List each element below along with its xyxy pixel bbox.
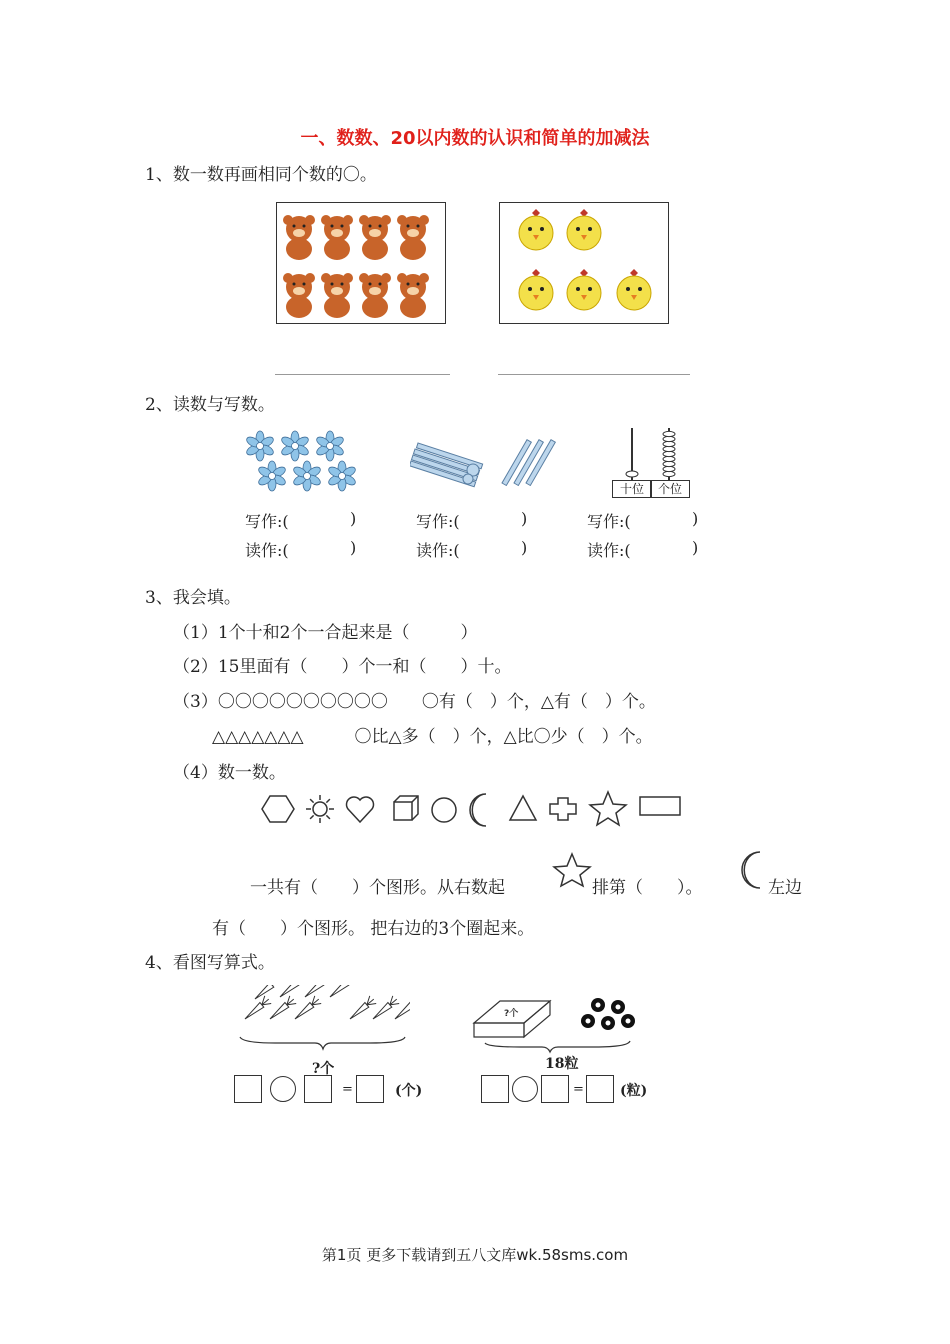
carrot-icon (347, 995, 377, 1023)
operator-circle-1[interactable] (270, 1076, 296, 1102)
heart-icon (347, 797, 374, 822)
q3-sub-2: （2）15里面有（ ）个一和（ ）十。 (173, 657, 512, 677)
answer-box-5[interactable] (541, 1075, 569, 1103)
carrot-icon (302, 985, 332, 1001)
bear-icon (359, 215, 391, 260)
write-2-close: ) (521, 509, 528, 528)
bead-icon (581, 1014, 595, 1028)
bears-box (276, 202, 446, 324)
answer-box-1[interactable] (234, 1075, 262, 1103)
hexagon-icon (262, 796, 294, 822)
q3-sub-1: （1）1个十和2个一合起来是（ ） (173, 623, 478, 643)
bear-icon (397, 273, 429, 318)
chick-icon (617, 269, 651, 310)
flowers-illustration (240, 430, 365, 495)
sticks-illustration (410, 435, 560, 490)
star-icon (590, 792, 626, 825)
carrot-icon (277, 985, 307, 1001)
flower-icon (257, 461, 287, 491)
write-1-close: ) (350, 509, 357, 528)
flower-icon (280, 431, 310, 461)
read-3-close: ) (692, 538, 699, 557)
bear-icon (359, 273, 391, 318)
q3-sub-3b: △△△△△△△ 〇比△多（ ）个，△比〇少（ ）个。 (212, 727, 653, 747)
box-and-beads-illustration (470, 995, 640, 1055)
moon-icon (470, 794, 486, 826)
bear-icon (321, 215, 353, 260)
chicks-box (499, 202, 669, 324)
page-title: 一、数数、20以内数的认识和简单的加减法 (300, 128, 650, 149)
operator-circle-2[interactable] (512, 1076, 538, 1102)
q3-sub-4: （4）数一数。 (173, 763, 286, 783)
circle-icon (432, 798, 456, 822)
write-1-label: 写作:( (245, 512, 289, 531)
cube-icon (394, 796, 418, 820)
equals-sign-1: = (342, 1082, 353, 1097)
bears-illustration (277, 203, 445, 323)
flower-icon (245, 431, 275, 461)
read-1-close: ) (350, 538, 357, 557)
read-2-close: ) (521, 538, 528, 557)
q3-count-line-1: 一共有（ ）个图形。从右数起 (250, 878, 505, 898)
flower-icon (315, 431, 345, 461)
bear-icon (283, 273, 315, 318)
chick-icon (567, 209, 601, 250)
carrot-icon (392, 995, 410, 1023)
flower-icon (292, 461, 322, 491)
read-2-label: 读作:( (416, 541, 460, 560)
shapes-row (258, 788, 688, 830)
write-3-label: 写作:( (587, 512, 631, 531)
equals-sign-2: = (573, 1082, 584, 1097)
bear-icon (283, 215, 315, 260)
moon-icon (738, 850, 768, 890)
question-4: 4、看图写算式。 (145, 953, 275, 973)
answer-box-2[interactable] (304, 1075, 332, 1103)
write-3-close: ) (692, 509, 699, 528)
question-3: 3、我会填。 (145, 588, 241, 608)
unit-label-1: (个) (395, 1083, 423, 1099)
bear-icon (321, 273, 353, 318)
sun-icon (306, 795, 334, 823)
carrot-icon (327, 985, 357, 1001)
q3-sub-3a: （3）〇〇〇〇〇〇〇〇〇〇 〇有（ ）个，△有（ ）个。 (173, 692, 656, 712)
unit-label-2: (粒) (620, 1083, 648, 1099)
q3-count-line-left: 左边 (768, 878, 802, 898)
read-1-label: 读作:( (245, 541, 289, 560)
q3-count-line-rank: 排第（ ）。 (592, 878, 703, 898)
answer-line-2[interactable] (498, 374, 690, 375)
question-1: 1、数一数再画相同个数的〇。 (145, 165, 377, 185)
carrots-total-label: ?个 (312, 1061, 335, 1077)
triangle-icon (510, 796, 536, 820)
abacus-ones-label: 个位 (650, 480, 690, 498)
cross-icon (550, 798, 576, 820)
question-2: 2、读数与写数。 (145, 395, 275, 415)
q3-count-line-2: 有（ ）个图形。 把右边的3个圈起来。 (212, 919, 535, 939)
bead-icon (611, 1000, 625, 1014)
box-label: ?个 (504, 1009, 519, 1019)
bead-icon (621, 1014, 635, 1028)
page-footer: 第1页 更多下载请到五八文库wk.58sms.com (321, 1246, 629, 1264)
star-icon (552, 852, 592, 888)
bead-icon (591, 998, 605, 1012)
chicks-illustration (500, 203, 668, 323)
chick-icon (567, 269, 601, 310)
carrot-icon (292, 995, 322, 1023)
write-2-label: 写作:( (416, 512, 460, 531)
carrots-illustration (235, 985, 410, 1055)
read-3-label: 读作:( (587, 541, 631, 560)
flower-icon (327, 461, 357, 491)
answer-box-6[interactable] (586, 1075, 614, 1103)
answer-box-4[interactable] (481, 1075, 509, 1103)
answer-line-1[interactable] (275, 374, 450, 375)
abacus-tens-label: 十位 (612, 480, 652, 498)
abacus (612, 428, 690, 498)
beads-total-label: 18粒 (545, 1056, 579, 1072)
chick-icon (519, 209, 553, 250)
bear-icon (397, 215, 429, 260)
carrot-icon (267, 995, 297, 1023)
bead-icon (601, 1016, 615, 1030)
carrot-icon (242, 995, 272, 1023)
chick-icon (519, 269, 553, 310)
rectangle-icon (640, 797, 680, 815)
answer-box-3[interactable] (356, 1075, 384, 1103)
